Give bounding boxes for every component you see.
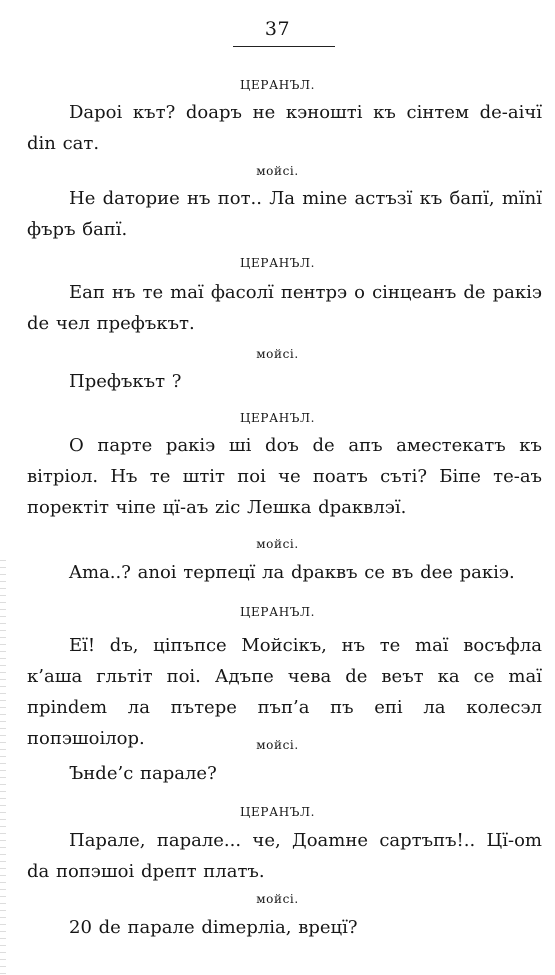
dialogue-line: О парте ракiэ шi dоъ de апъ аместекатъ къ вiтрiол. Нъ те штiт поi че поатъ сътi? Бiпе те-аъ поректiт чiпе цï-аъ zic Лешка dраквлэï. [27, 435, 542, 518]
dialogue-line: Префъкът ? [69, 371, 182, 392]
dialogue-line: Ama..? anoi терпецï ла dраквъ се въ dee ракiэ. [69, 562, 515, 583]
dialogue-line: Еï! dъ, цiпъпсе Мойсiкъ, нъ те maï восъфла к’аша гльтiт поi. Адъпе чева de веът ка се maï прindem ла пътере пъп’а пъ епi ла колесэл попэшоiлор. [27, 635, 542, 749]
dialogue-line: Не daториe нъ пот.. Ла mine астъзï къ бапï, mïnï фъръ бапï. [27, 188, 542, 240]
speaker-label: ЦЕРАНЪЛ. [239, 256, 315, 270]
speaker-label: ЦЕРАНЪЛ. [239, 411, 315, 425]
page-number-rule [233, 46, 335, 47]
speaker-label: мойсi. [256, 738, 299, 752]
speaker-label: ЦЕРАНЪЛ. [239, 78, 315, 92]
dialogue-line: Dapoi кът? doaръ не кэноштi къ сiнтем de-aiчï din сат. [27, 102, 542, 154]
speaker-label: мойсi. [256, 164, 299, 178]
dialogue-line: Парале, парале... че, Доamне сартъпъ!.. Цï-om da попэшоi dрепт платъ. [27, 830, 542, 882]
scan-edge-specks [0, 560, 6, 975]
speaker-label: мойсi. [256, 892, 299, 906]
speaker-label: ЦЕРАНЪЛ. [239, 805, 315, 819]
dialogue-line: Еап нъ те maï фасолï пентрэ о сiнцеанъ de ракiэ de чел префъкът. [27, 282, 542, 334]
speaker-label: ЦЕРАНЪЛ. [239, 605, 315, 619]
dialogue-line: Ънde’с парале? [69, 763, 217, 784]
page-number: 37 [264, 18, 291, 40]
speaker-label: мойсi. [256, 347, 299, 361]
dialogue-line: 20 de парале dimерлiа, врецï? [69, 917, 358, 938]
speaker-label: мойсi. [256, 537, 299, 551]
